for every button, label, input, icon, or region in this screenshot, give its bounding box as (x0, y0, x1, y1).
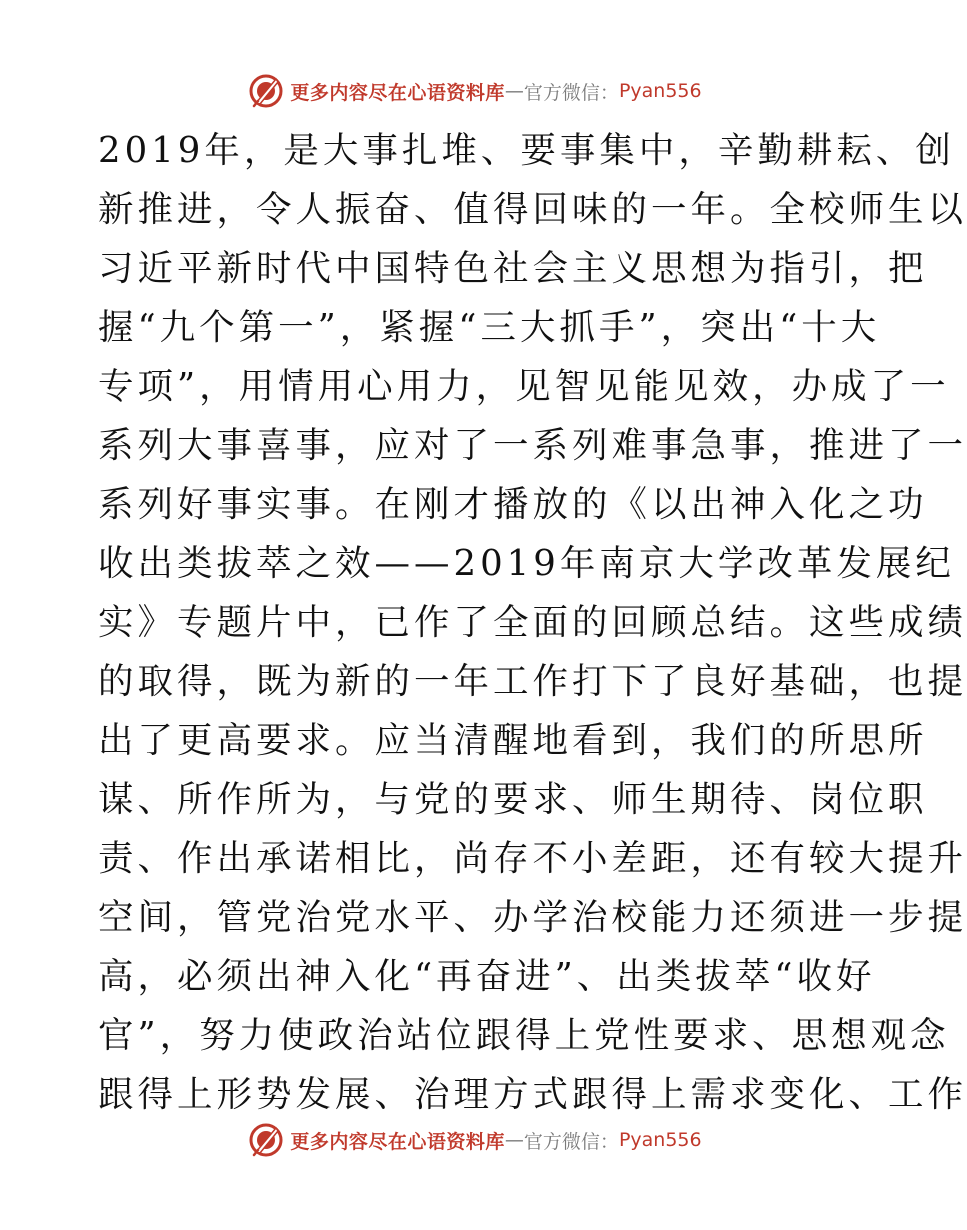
text-line: 实》专题片中，已作了全面的回顾总结。这些成绩 (98, 602, 967, 643)
banner-brand-text: 更多内容尽在心语资料库 (290, 1130, 505, 1153)
banner-wechat-label: 官方微信： (523, 81, 619, 104)
text-line: 系列好事实事。在刚才播放的《以出神入化之功 (98, 484, 928, 525)
text-line: 谋、所作所为，与党的要求、师生期待、岗位职 (98, 779, 928, 820)
footer-banner (0, 1120, 950, 1160)
text-line: 握“九个第一”，紧握“三大抓手”，突出“十大 (98, 307, 881, 348)
text-line: 责、作出承诺相比，尚存不小差距，还有较大提升 (98, 838, 967, 879)
document-body (98, 121, 967, 1124)
banner-brand-text: 更多内容尽在心语资料库 (290, 81, 505, 104)
banner-separator: — (504, 80, 524, 102)
text-line: 收出类拔萃之效——2019年南京大学改革发展纪 (98, 543, 955, 584)
text-line: 的取得，既为新的一年工作打下了良好基础，也提 (98, 661, 967, 702)
banner-wechat-label: 官方微信： (523, 1130, 619, 1153)
header-banner (0, 71, 950, 111)
banner-wechat-id: Pyan556 (618, 80, 702, 102)
text-line: 专项”，用情用心用力，见智见能见效，办成了一 (98, 366, 950, 407)
text-line: 空间，管党治党水平、办学治校能力还须进一步提 (98, 897, 967, 938)
banner-separator: — (504, 1129, 524, 1151)
quill-logo-icon (248, 73, 284, 109)
text-line: 系列大事喜事，应对了一系列难事急事，推进了一 (98, 425, 967, 466)
banner-wechat-id: Pyan556 (618, 1129, 702, 1151)
text-line: 出了更高要求。应当清醒地看到，我们的所思所 (98, 720, 928, 761)
text-line: 2019年，是大事扎堆、要事集中，辛勤耕耘、创 (98, 130, 955, 171)
text-line: 官”，努力使政治站位跟得上党性要求、思想观念 (98, 1015, 950, 1056)
text-line: 新推进，令人振奋、值得回味的一年。全校师生以 (98, 189, 967, 230)
text-line: 习近平新时代中国特色社会主义思想为指引，把 (98, 248, 928, 289)
quill-logo-icon (248, 1122, 284, 1158)
text-line: 高，必须出神入化“再奋进”、出类拔萃“收好 (98, 956, 876, 997)
text-line: 跟得上形势发展、治理方式跟得上需求变化、工作 (98, 1074, 967, 1115)
